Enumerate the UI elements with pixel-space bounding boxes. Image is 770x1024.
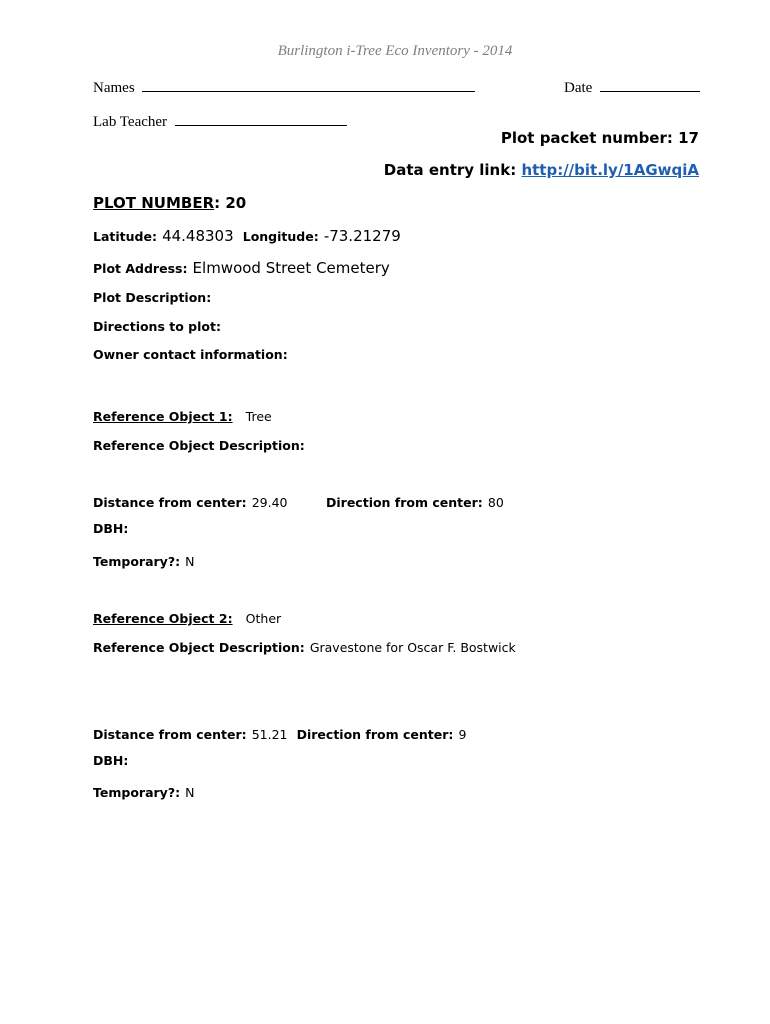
names-row bbox=[93, 78, 475, 97]
longitude-label: Longitude: bbox=[242, 229, 319, 244]
ref2-description-row bbox=[93, 637, 516, 656]
owner-contact-label: Owner contact information: bbox=[93, 347, 288, 362]
plot-number-label: PLOT NUMBER bbox=[93, 194, 215, 212]
data-entry-row bbox=[384, 161, 699, 179]
coordinates-row bbox=[93, 226, 401, 245]
directions-label: Directions to plot: bbox=[93, 319, 221, 334]
ref2-temporary-label: Temporary?: bbox=[93, 785, 181, 800]
lab-teacher-label: Lab Teacher bbox=[93, 114, 168, 130]
ref2-description-label: Reference Object Description: bbox=[93, 640, 305, 655]
ref2-dbh-label: DBH: bbox=[93, 753, 129, 768]
ref1-distance-value: 29.40 bbox=[251, 495, 288, 510]
ref2-distance-value: 51.21 bbox=[251, 727, 288, 742]
ref2-heading-row bbox=[93, 608, 281, 627]
ref2-direction-label: Direction from center: bbox=[296, 727, 454, 742]
ref2-heading: Reference Object 2: bbox=[93, 611, 233, 626]
data-entry-label: Data entry link: bbox=[383, 161, 517, 179]
plot-packet-number bbox=[501, 129, 699, 147]
ref1-distance-row bbox=[93, 492, 288, 511]
date-row bbox=[564, 78, 700, 97]
ref2-temporary-row bbox=[93, 782, 195, 801]
ref1-temporary-value: N bbox=[185, 554, 195, 569]
ref1-direction-row bbox=[326, 492, 504, 511]
ref2-temporary-value: N bbox=[185, 785, 195, 800]
ref1-temporary-row bbox=[93, 551, 195, 570]
ref1-type: Tree bbox=[245, 409, 272, 424]
ref2-type: Other bbox=[245, 611, 282, 626]
names-label: Names bbox=[93, 80, 135, 96]
plot-number-heading bbox=[93, 194, 246, 212]
ref2-distance-direction-row bbox=[93, 724, 466, 743]
ref1-direction-label: Direction from center: bbox=[326, 495, 483, 510]
latitude-label: Latitude: bbox=[93, 229, 157, 244]
date-blank bbox=[600, 78, 700, 92]
document-header: Burlington i-Tree Eco Inventory - 2014 bbox=[277, 43, 513, 59]
plot-address-label: Plot Address: bbox=[93, 261, 188, 276]
plot-address-row bbox=[93, 258, 390, 277]
ref1-description-row bbox=[93, 435, 305, 454]
plot-description-label: Plot Description: bbox=[93, 290, 212, 305]
ref1-description-label: Reference Object Description: bbox=[93, 438, 305, 453]
ref1-heading: Reference Object 1: bbox=[93, 409, 233, 424]
ref2-direction-value: 9 bbox=[458, 727, 467, 742]
latitude-value: 44.48303 bbox=[162, 227, 234, 245]
plot-packet-label: Plot packet number: bbox=[500, 129, 673, 147]
longitude-value: -73.21279 bbox=[323, 227, 401, 245]
plot-address-value: Elmwood Street Cemetery bbox=[192, 259, 390, 277]
ref2-description-value: Gravestone for Oscar F. Bostwick bbox=[309, 640, 516, 655]
ref2-distance-label: Distance from center: bbox=[93, 727, 247, 742]
ref1-dbh-label: DBH: bbox=[93, 521, 129, 536]
ref1-distance-label: Distance from center: bbox=[93, 495, 247, 510]
ref1-temporary-label: Temporary?: bbox=[93, 554, 181, 569]
lab-teacher-blank bbox=[175, 112, 347, 126]
plot-packet-value: 17 bbox=[678, 129, 699, 147]
data-entry-link[interactable]: http://bit.ly/1AGwqiA bbox=[521, 161, 699, 179]
lab-teacher-row bbox=[93, 112, 347, 131]
ref1-heading-row bbox=[93, 406, 272, 425]
ref1-direction-value: 80 bbox=[487, 495, 504, 510]
plot-number-value: 20 bbox=[225, 194, 247, 212]
date-label: Date bbox=[564, 80, 593, 96]
names-blank bbox=[142, 78, 475, 92]
plot-number-colon: : bbox=[214, 194, 221, 212]
